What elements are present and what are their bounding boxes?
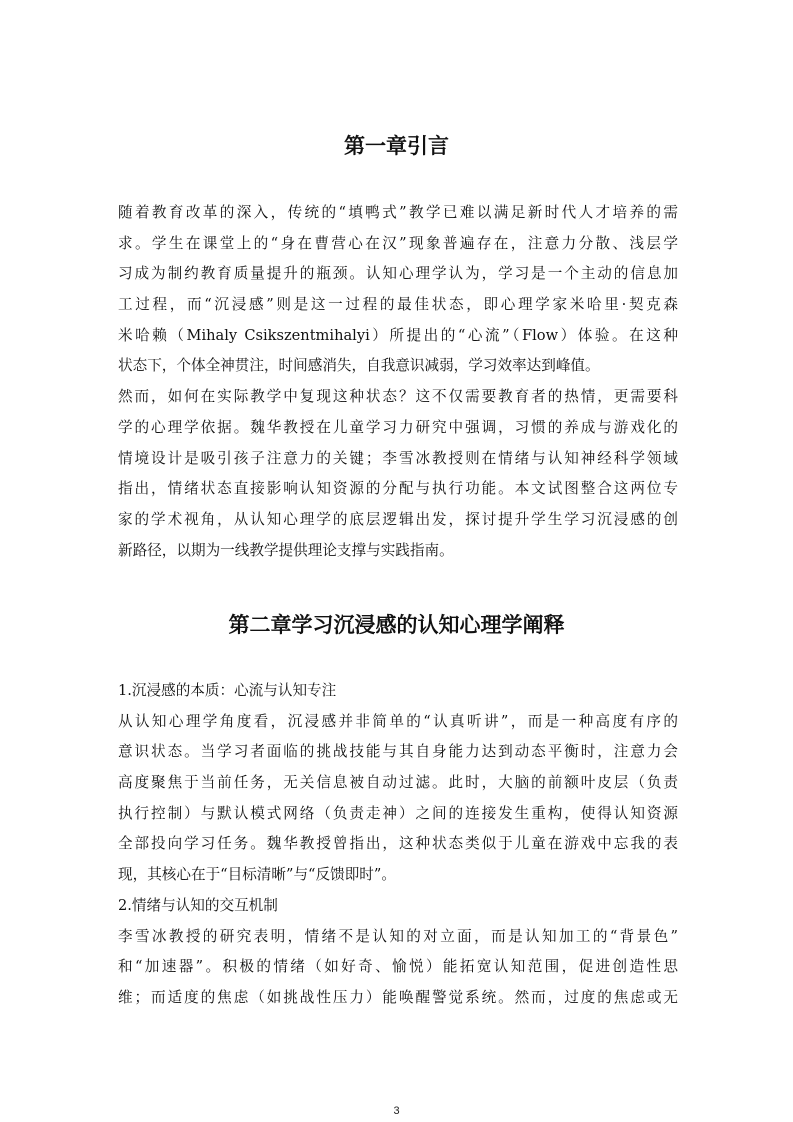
text-line: 从认知心理学角度看，沉浸感并非简单的“认真听讲”，而是一种高度有序的 bbox=[118, 712, 678, 730]
text-line: 和“加速器”。积极的情绪（如好奇、愉悦）能拓宽认知范围，促进创造性思 bbox=[118, 958, 678, 976]
text-line: 李雪冰教授的研究表明，情绪不是认知的对立面，而是认知加工的“背景色” bbox=[118, 927, 678, 945]
text-line: 新路径，以期为一线教学提供理论支撑与实践指南。 bbox=[118, 541, 454, 559]
text-line: 维；而适度的焦虑（如挑战性压力）能唤醒警觉系统。然而，过度的焦虑或无 bbox=[118, 988, 678, 1006]
text-line: 学的心理学依据。魏华教授在儿童学习力研究中强调，习惯的养成与游戏化的 bbox=[118, 418, 678, 436]
text-line: 工过程，而“沉浸感”则是这一过程的最佳状态，即心理学家米哈里·契克森 bbox=[118, 296, 678, 314]
text-line: 指出，情绪状态直接影响认知资源的分配与执行功能。本文试图整合这两位专 bbox=[118, 480, 678, 498]
chapter-1-body bbox=[118, 198, 678, 566]
text-line: 状态下，个体全神贯注，时间感消失，自我意识减弱，学习效率达到峰值。 bbox=[118, 357, 600, 375]
text-line: 执行控制）与默认模式网络（负责走神）之间的连接发生重构，使得认知资源 bbox=[118, 804, 678, 822]
text-line: 全部投向学习任务。魏华教授曾指出，这种状态类似于儿童在游戏中忘我的表 bbox=[118, 835, 678, 853]
text-line: 家的学术视角，从认知心理学的底层逻辑出发，探讨提升学生学习沉浸感的创 bbox=[118, 510, 678, 528]
chapter-2-body bbox=[118, 676, 678, 1014]
section-heading: 2.情绪与认知的交互机制 bbox=[118, 896, 278, 914]
text-line: 然而，如何在实际教学中复现这种状态？这不仅需要教育者的热情，更需要科 bbox=[118, 388, 678, 406]
text-line: 米哈赖（Mihaly Csikszentmihalyi）所提出的“心流”（Flow）体验。在这种 bbox=[118, 326, 678, 344]
chapter-1-title: 第一章引言 bbox=[344, 134, 449, 158]
text-line: 求。学生在课堂上的“身在曹营心在汉”现象普遍存在，注意力分散、浅层学 bbox=[118, 234, 678, 252]
text-line: 情境设计是吸引孩子注意力的关键；李雪冰教授则在情绪与认知神经科学领域 bbox=[118, 449, 678, 467]
text-line: 高度聚焦于当前任务，无关信息被自动过滤。此时，大脑的前额叶皮层（负责 bbox=[118, 774, 678, 792]
section-heading: 1.沉浸感的本质：心流与认知专注 bbox=[118, 682, 337, 699]
text-line: 随着教育改革的深入，传统的“填鸭式”教学已难以满足新时代人才培养的需 bbox=[118, 204, 678, 221]
text-line: 习成为制约教育质量提升的瓶颈。认知心理学认为，学习是一个主动的信息加 bbox=[118, 265, 678, 283]
text-line: 现，其核心在于“目标清晰”与“反馈即时”。 bbox=[118, 866, 396, 884]
page-number: 3 bbox=[393, 1105, 400, 1117]
chapter-2-title: 第二章学习沉浸感的认知心理学阐释 bbox=[228, 613, 565, 637]
text-line: 意识状态。当学习者面临的挑战技能与其自身能力达到动态平衡时，注意力会 bbox=[118, 743, 678, 761]
